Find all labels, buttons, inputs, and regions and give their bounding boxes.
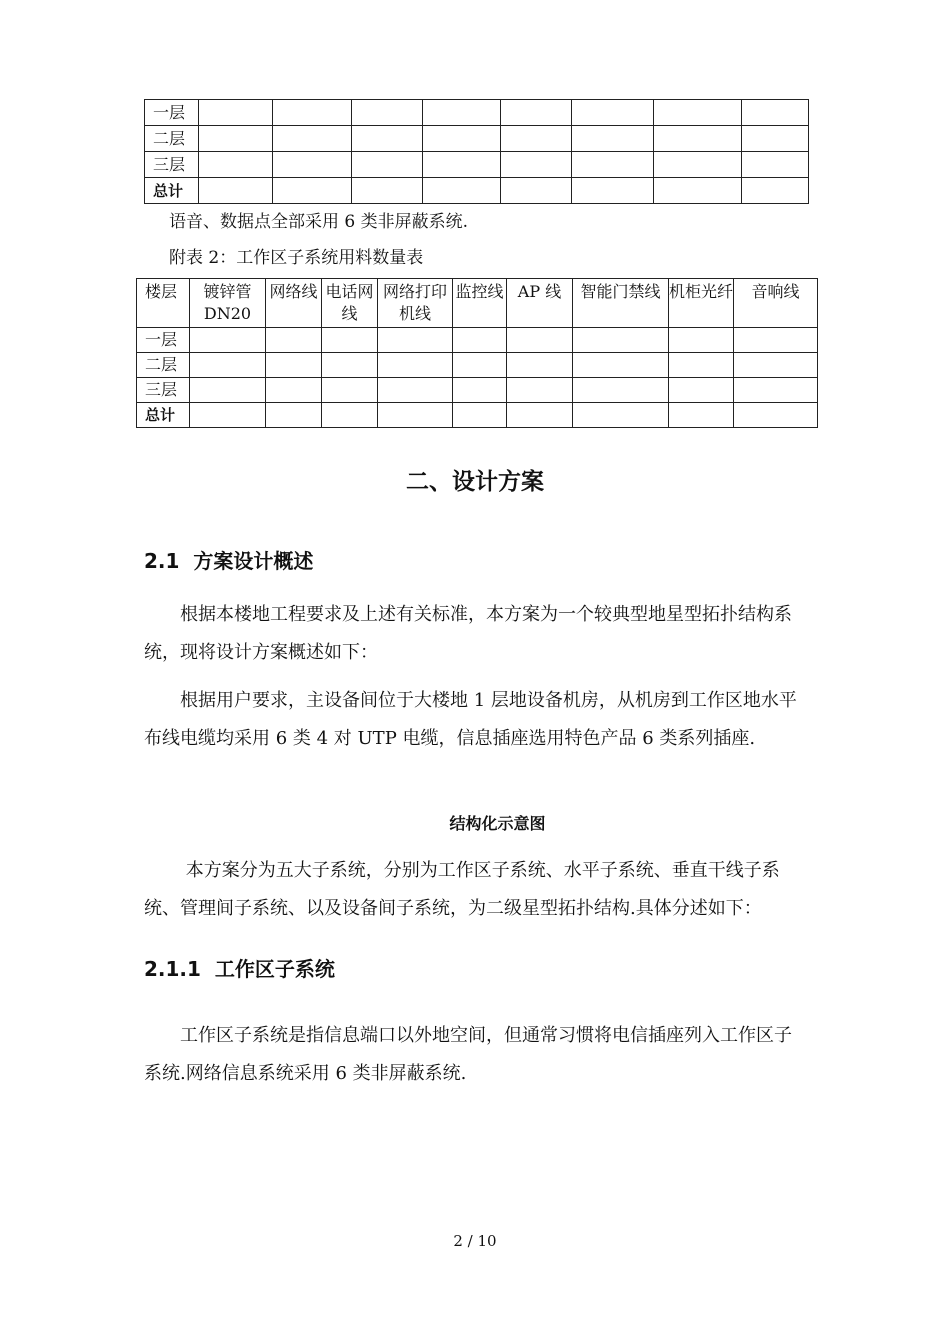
table-cell	[199, 152, 273, 178]
table-cell	[734, 378, 818, 403]
table-cell	[654, 126, 742, 152]
table-header-row	[137, 279, 818, 328]
table-cell	[573, 403, 669, 428]
table-cell	[669, 328, 734, 353]
table-cell	[501, 100, 572, 126]
table-cell	[190, 378, 266, 403]
column-header: 智能门禁线	[573, 279, 669, 328]
table-cell	[378, 403, 453, 428]
table-row	[145, 100, 809, 126]
row-label: 三层	[137, 378, 190, 403]
row-label: 二层	[145, 126, 199, 152]
table-row	[137, 378, 818, 403]
table-cell	[573, 353, 669, 378]
table-cell	[453, 403, 507, 428]
column-header: 楼层	[137, 279, 190, 328]
table-cell	[507, 403, 573, 428]
table-cell	[378, 328, 453, 353]
table-row	[137, 353, 818, 378]
table-cell	[266, 403, 322, 428]
table-cell	[734, 328, 818, 353]
row-label: 一层	[145, 100, 199, 126]
table-cell	[322, 328, 378, 353]
page-number: 2 / 10	[453, 1232, 497, 1250]
table-cell	[572, 126, 654, 152]
table-cell	[742, 178, 809, 204]
paragraph-1: 根据本楼地工程要求及上述有关标准，本方案为一个较典型地星型拓扑结构系统，现将设计方案概述如下：	[144, 604, 792, 663]
table-cell	[266, 378, 322, 403]
subsection-2-1-1-title: 2.1.1 工作区子系统	[144, 957, 335, 981]
table-cell	[501, 126, 572, 152]
column-header: 网络打印机线	[378, 279, 453, 328]
column-header: 音响线	[734, 279, 818, 328]
table-cell	[572, 178, 654, 204]
paragraph-4: 工作区子系统是指信息端口以外地空间，但通常习惯将电信插座列入工作区子系统.网络信息系统采用 6 类非屏蔽系统.	[144, 1025, 792, 1084]
appendix-caption: 附表 2：工作区子系统用料数量表	[169, 248, 424, 268]
table-cell	[322, 353, 378, 378]
table-cell	[507, 378, 573, 403]
table-cell	[352, 152, 423, 178]
table-cell	[669, 378, 734, 403]
table-cell	[266, 353, 322, 378]
table-cell	[190, 403, 266, 428]
table-cell	[734, 403, 818, 428]
table-cell	[378, 378, 453, 403]
column-header: AP 线	[507, 279, 573, 328]
table-cell	[453, 378, 507, 403]
section-title: 二、设计方案	[406, 469, 544, 495]
table-cell	[266, 328, 322, 353]
table-cell	[423, 152, 501, 178]
row-label: 总计	[137, 403, 190, 428]
table-cell	[453, 328, 507, 353]
row-label: 总计	[145, 178, 199, 204]
row-label: 二层	[137, 353, 190, 378]
table-cell	[423, 126, 501, 152]
table-cell	[507, 328, 573, 353]
table-cell	[742, 152, 809, 178]
paragraph-2: 根据用户要求，主设备间位于大楼地 1 层地设备机房，从机房到工作区地水平布线电缆均采用 6 类 4 对 UTP 电缆，信息插座选用特色产品 6 类系列插座.	[144, 690, 797, 749]
table-row	[137, 403, 818, 428]
table-cell	[654, 100, 742, 126]
table-row	[145, 126, 809, 152]
table-cell	[190, 353, 266, 378]
table-cell	[423, 178, 501, 204]
table-cell	[669, 403, 734, 428]
table-row	[137, 328, 818, 353]
note-text: 语音、数据点全部采用 6 类非屏蔽系统.	[169, 212, 469, 232]
table-cell	[273, 100, 352, 126]
table-cell	[669, 353, 734, 378]
table-cell	[322, 378, 378, 403]
table-cell	[199, 100, 273, 126]
table-cell	[453, 353, 507, 378]
table-cell	[654, 178, 742, 204]
table-cell	[352, 178, 423, 204]
table-cell	[423, 100, 501, 126]
table-cell	[572, 152, 654, 178]
table-cell	[352, 100, 423, 126]
column-header: 电话网线	[322, 279, 378, 328]
column-header: 网络线	[266, 279, 322, 328]
table-cell	[573, 328, 669, 353]
column-header: 镀锌管 DN20	[190, 279, 266, 328]
table-cell	[742, 100, 809, 126]
table-cell	[572, 100, 654, 126]
row-label: 三层	[145, 152, 199, 178]
column-header: 监控线	[453, 279, 507, 328]
table-cell	[507, 353, 573, 378]
table-cell	[378, 353, 453, 378]
column-header: 机柜光纤	[669, 279, 734, 328]
table-row	[145, 178, 809, 204]
figure-caption: 结构化示意图	[449, 814, 546, 833]
table-cell	[501, 152, 572, 178]
table-row	[145, 152, 809, 178]
table-cell	[734, 353, 818, 378]
subsection-2-1-title: 2.1 方案设计概述	[144, 549, 314, 573]
paragraph-3: 本方案分为五大子系统，分别为工作区子系统、水平子系统、垂直干线子系统、管理间子系统、以及设备间子系统，为二级星型拓扑结构.具体分述如下：	[144, 860, 780, 919]
table-cell	[199, 126, 273, 152]
table-cell	[742, 126, 809, 152]
table-cell	[273, 126, 352, 152]
table-cell	[573, 378, 669, 403]
table-cell	[190, 328, 266, 353]
row-label: 一层	[137, 328, 190, 353]
table-cell	[199, 178, 273, 204]
table-cell	[322, 403, 378, 428]
table-cell	[654, 152, 742, 178]
table-cell	[273, 178, 352, 204]
table-2	[136, 278, 818, 428]
table-cell	[501, 178, 572, 204]
table-cell	[273, 152, 352, 178]
table-1	[144, 99, 809, 204]
table-cell	[352, 126, 423, 152]
